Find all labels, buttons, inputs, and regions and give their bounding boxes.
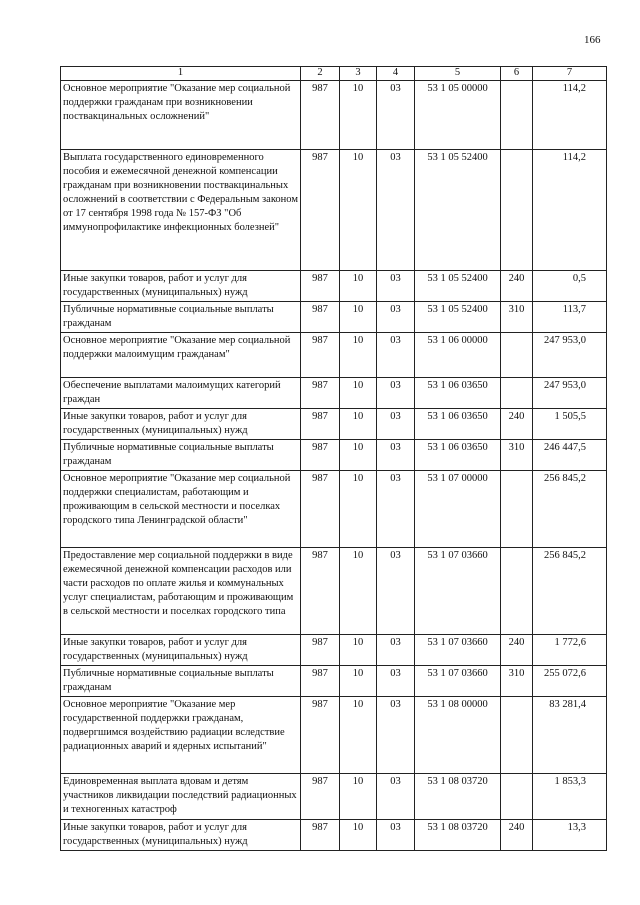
row-expense-type: 310: [501, 440, 533, 471]
column-header: 2: [301, 67, 340, 81]
row-target-article: 53 1 08 03720: [415, 774, 501, 820]
table-row: [61, 697, 607, 774]
row-amount: 1 505,5: [533, 409, 607, 440]
row-expense-type: 310: [501, 666, 533, 697]
row-amount: 113,7: [533, 302, 607, 333]
row-subsection-code: 03: [377, 471, 415, 548]
row-section-code: 10: [340, 666, 377, 697]
row-name: Основное мероприятие "Оказание мер социальной поддержки малоимущим гражданам": [61, 333, 301, 378]
row-subsection-code: 03: [377, 409, 415, 440]
column-header: 1: [61, 67, 301, 81]
table-row: [61, 666, 607, 697]
row-target-article: 53 1 08 03720: [415, 820, 501, 851]
row-name: Публичные нормативные социальные выплаты гражданам: [61, 666, 301, 697]
row-expense-type: 240: [501, 635, 533, 666]
row-ministry-code: 987: [301, 333, 340, 378]
row-section-code: 10: [340, 774, 377, 820]
row-name: Единовременная выплата вдовам и детям участников ликвидации последствий радиационных и техногенных катастроф: [61, 774, 301, 820]
row-target-article: 53 1 06 03650: [415, 409, 501, 440]
row-ministry-code: 987: [301, 409, 340, 440]
row-amount: 247 953,0: [533, 378, 607, 409]
row-name: Иные закупки товаров, работ и услуг для государственных (муниципальных) нужд: [61, 409, 301, 440]
row-ministry-code: 987: [301, 774, 340, 820]
table-row: [61, 302, 607, 333]
row-ministry-code: 987: [301, 666, 340, 697]
row-section-code: 10: [340, 697, 377, 774]
row-ministry-code: 987: [301, 820, 340, 851]
row-subsection-code: 03: [377, 150, 415, 271]
row-amount: 114,2: [533, 81, 607, 150]
row-name: Предоставление мер социальной поддержки в виде ежемесячной денежной компенсации расходов или части расходов по оплате жилья и коммунальных услуг специалистам, работающим и проживающим в сельской местности и поселках городского типа: [61, 548, 301, 635]
row-amount: 13,3: [533, 820, 607, 851]
row-amount: 83 281,4: [533, 697, 607, 774]
row-expense-type: [501, 774, 533, 820]
row-name: Иные закупки товаров, работ и услуг для государственных (муниципальных) нужд: [61, 820, 301, 851]
row-name: Публичные нормативные социальные выплаты гражданам: [61, 440, 301, 471]
row-expense-type: 240: [501, 271, 533, 302]
row-target-article: 53 1 07 00000: [415, 471, 501, 548]
row-target-article: 53 1 05 00000: [415, 81, 501, 150]
row-subsection-code: 03: [377, 697, 415, 774]
row-amount: 247 953,0: [533, 333, 607, 378]
table-row: [61, 820, 607, 851]
row-subsection-code: 03: [377, 271, 415, 302]
row-section-code: 10: [340, 271, 377, 302]
row-expense-type: [501, 333, 533, 378]
row-amount: 114,2: [533, 150, 607, 271]
table-row: [61, 378, 607, 409]
row-subsection-code: 03: [377, 378, 415, 409]
row-subsection-code: 03: [377, 548, 415, 635]
row-amount: 1 853,3: [533, 774, 607, 820]
row-amount: 0,5: [533, 271, 607, 302]
row-subsection-code: 03: [377, 440, 415, 471]
row-name: Обеспечение выплатами малоимущих категорий граждан: [61, 378, 301, 409]
row-ministry-code: 987: [301, 635, 340, 666]
row-expense-type: [501, 471, 533, 548]
row-target-article: 53 1 07 03660: [415, 635, 501, 666]
row-ministry-code: 987: [301, 81, 340, 150]
header-row: [61, 67, 607, 81]
row-amount: 256 845,2: [533, 471, 607, 548]
row-section-code: 10: [340, 378, 377, 409]
row-name: Основное мероприятие "Оказание мер социальной поддержки гражданам при возникновении поствакцинальных осложнений": [61, 81, 301, 150]
table-row: [61, 333, 607, 378]
row-ministry-code: 987: [301, 440, 340, 471]
row-expense-type: 240: [501, 820, 533, 851]
table-row: [61, 81, 607, 150]
row-subsection-code: 03: [377, 820, 415, 851]
row-expense-type: [501, 150, 533, 271]
row-target-article: 53 1 06 03650: [415, 378, 501, 409]
budget-table: [60, 66, 607, 851]
table-row: [61, 471, 607, 548]
row-section-code: 10: [340, 333, 377, 378]
row-name: Публичные нормативные социальные выплаты гражданам: [61, 302, 301, 333]
row-target-article: 53 1 07 03660: [415, 548, 501, 635]
row-target-article: 53 1 05 52400: [415, 302, 501, 333]
row-name: Выплата государственного единовременного пособия и ежемесячной денежной компенсации гражданам при возникновении поствакцинальных осложнений в соответствии с Федеральным законом от 17 сентября 1998 года № 157-ФЗ "Об иммунопрофилактике инфекционных болезней": [61, 150, 301, 271]
row-subsection-code: 03: [377, 666, 415, 697]
row-amount: 1 772,6: [533, 635, 607, 666]
row-expense-type: [501, 378, 533, 409]
row-section-code: 10: [340, 820, 377, 851]
row-target-article: 53 1 05 52400: [415, 271, 501, 302]
row-section-code: 10: [340, 81, 377, 150]
row-ministry-code: 987: [301, 697, 340, 774]
table-row: [61, 635, 607, 666]
table-row: [61, 409, 607, 440]
row-ministry-code: 987: [301, 548, 340, 635]
row-ministry-code: 987: [301, 150, 340, 271]
row-amount: 255 072,6: [533, 666, 607, 697]
row-amount: 256 845,2: [533, 548, 607, 635]
row-section-code: 10: [340, 548, 377, 635]
row-target-article: 53 1 07 03660: [415, 666, 501, 697]
row-name: Основное мероприятие "Оказание мер социальной поддержки специалистам, работающим и проживающим в сельской местности и поселках городского типа Ленинградской области": [61, 471, 301, 548]
row-subsection-code: 03: [377, 635, 415, 666]
row-section-code: 10: [340, 635, 377, 666]
row-section-code: 10: [340, 409, 377, 440]
row-subsection-code: 03: [377, 333, 415, 378]
row-target-article: 53 1 05 52400: [415, 150, 501, 271]
table-row: [61, 271, 607, 302]
row-name: Основное мероприятие "Оказание мер государственной поддержки гражданам, подвергшимся воздействию радиации вследствие радиационных аварий и ядерных испытаний": [61, 697, 301, 774]
row-subsection-code: 03: [377, 81, 415, 150]
table-row: [61, 150, 607, 271]
row-section-code: 10: [340, 440, 377, 471]
row-ministry-code: 987: [301, 471, 340, 548]
page-number: 166: [584, 34, 601, 46]
row-section-code: 10: [340, 471, 377, 548]
column-header: 4: [377, 67, 415, 81]
row-expense-type: 310: [501, 302, 533, 333]
table-row: [61, 440, 607, 471]
row-amount: 246 447,5: [533, 440, 607, 471]
row-target-article: 53 1 06 00000: [415, 333, 501, 378]
row-expense-type: [501, 81, 533, 150]
row-subsection-code: 03: [377, 774, 415, 820]
row-target-article: 53 1 06 03650: [415, 440, 501, 471]
row-ministry-code: 987: [301, 271, 340, 302]
row-section-code: 10: [340, 302, 377, 333]
row-ministry-code: 987: [301, 378, 340, 409]
row-target-article: 53 1 08 00000: [415, 697, 501, 774]
row-expense-type: 240: [501, 409, 533, 440]
column-header: 3: [340, 67, 377, 81]
column-header: 5: [415, 67, 501, 81]
row-section-code: 10: [340, 150, 377, 271]
row-name: Иные закупки товаров, работ и услуг для государственных (муниципальных) нужд: [61, 635, 301, 666]
row-ministry-code: 987: [301, 302, 340, 333]
row-name: Иные закупки товаров, работ и услуг для государственных (муниципальных) нужд: [61, 271, 301, 302]
row-expense-type: [501, 548, 533, 635]
table-row: [61, 548, 607, 635]
table-row: [61, 774, 607, 820]
row-subsection-code: 03: [377, 302, 415, 333]
row-expense-type: [501, 697, 533, 774]
column-header: 6: [501, 67, 533, 81]
column-header: 7: [533, 67, 607, 81]
